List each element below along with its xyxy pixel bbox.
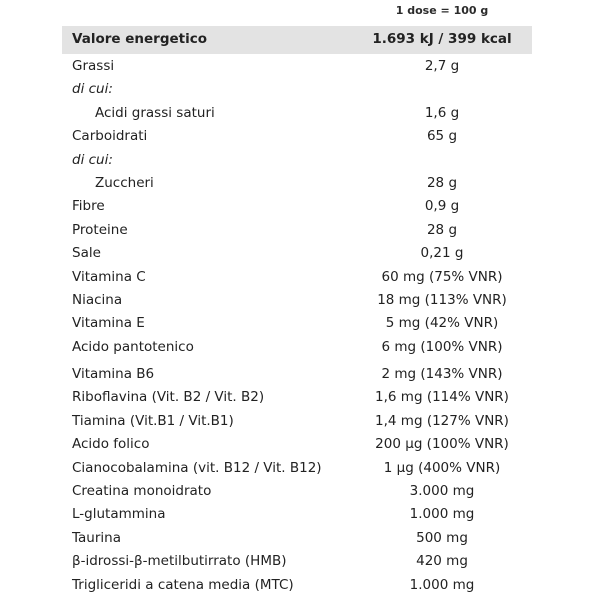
row-label: Vitamina C <box>72 268 146 285</box>
row-label: Tiamina (Vit.B1 / Vit.B1) <box>72 412 234 429</box>
row-cianocobalamina <box>62 457 532 480</box>
row-value: 1.000 mg <box>409 506 475 523</box>
row-acidi-grassi-saturi <box>62 102 532 125</box>
row-value: 3.000 mg <box>409 483 475 500</box>
row-label: Vitamina B6 <box>72 366 155 383</box>
row-tiamina <box>62 410 532 433</box>
row-label: L-glutammina <box>72 506 166 523</box>
row-value: 1 µg (400% VNR) <box>383 459 501 476</box>
row-label: Creatina monoidrato <box>72 483 212 500</box>
dose-header: 1 dose = 100 g <box>395 4 489 17</box>
row-value: 1,6 g <box>424 104 460 121</box>
row-zuccheri <box>62 172 532 195</box>
energy-label: Valore energetico <box>72 31 207 47</box>
row-l-glutammina <box>62 503 532 526</box>
row-value: 60 mg (75% VNR) <box>381 268 503 285</box>
row-mtc <box>62 574 532 597</box>
row-label: Taurina <box>72 529 121 546</box>
row-fibre <box>62 195 532 218</box>
row-label: Acido pantotenico <box>72 338 194 355</box>
row-label: Fibre <box>72 198 105 215</box>
row-label: Riboflavina (Vit. B2 / Vit. B2) <box>72 389 265 406</box>
row-label: Carboidrati <box>72 128 148 145</box>
row-value: 1.000 mg <box>409 576 475 593</box>
row-label: Niacina <box>72 291 123 308</box>
row-value: 1,4 mg (127% VNR) <box>375 412 509 429</box>
row-label: Cianocobalamina (vit. B12 / Vit. B12) <box>72 459 322 476</box>
row-value: 200 µg (100% VNR) <box>375 436 509 453</box>
row-label: Vitamina E <box>72 315 145 332</box>
row-proteine <box>62 219 532 242</box>
row-vitamina-e <box>62 312 532 335</box>
row-vitamina-b6 <box>62 363 532 386</box>
row-value: 6 mg (100% VNR) <box>381 338 503 355</box>
row-value: 18 mg (113% VNR) <box>377 291 507 308</box>
energy-row <box>62 26 532 54</box>
row-taurina <box>62 527 532 550</box>
dose-header-row <box>62 0 532 26</box>
row-value: 0,9 g <box>424 198 460 215</box>
row-label: β-idrossi-β-metilbutirrato (HMB) <box>72 553 287 570</box>
row-value: 5 mg (42% VNR) <box>385 315 499 332</box>
row-carboidrati <box>62 125 532 148</box>
row-di-cui-fats <box>62 78 532 101</box>
row-riboflavina <box>62 386 532 409</box>
row-value: 28 g <box>426 221 458 238</box>
row-label: Proteine <box>72 221 128 238</box>
row-value: 500 mg <box>416 529 468 546</box>
row-grassi <box>62 55 532 78</box>
row-label: Zuccheri <box>95 174 154 191</box>
row-label: Grassi <box>72 58 115 74</box>
row-label: di cui: <box>72 81 113 98</box>
row-label: Acidi grassi saturi <box>95 104 215 121</box>
row-value: 420 mg <box>416 553 468 570</box>
row-hmb <box>62 550 532 573</box>
energy-value: 1.693 kJ / 399 kcal <box>372 31 512 47</box>
row-niacina <box>62 289 532 312</box>
row-label: di cui: <box>72 151 113 168</box>
row-value: 2,7 g <box>424 58 460 74</box>
row-creatina-monoidrato <box>62 480 532 503</box>
row-value: 0,21 g <box>420 245 464 262</box>
row-value: 65 g <box>426 128 458 145</box>
row-sale <box>62 242 532 265</box>
row-acido-folico <box>62 433 532 456</box>
row-vitamina-c <box>62 266 532 289</box>
row-value: 2 mg (143% VNR) <box>381 366 503 383</box>
row-label: Acido folico <box>72 436 150 453</box>
row-acido-pantotenico <box>62 336 532 359</box>
row-label: Sale <box>72 245 101 262</box>
nutrition-table <box>62 0 532 597</box>
row-di-cui-carbs <box>62 149 532 172</box>
row-label: Trigliceridi a catena media (MTC) <box>72 576 294 593</box>
row-value: 1,6 mg (114% VNR) <box>375 389 509 406</box>
row-value: 28 g <box>426 174 458 191</box>
